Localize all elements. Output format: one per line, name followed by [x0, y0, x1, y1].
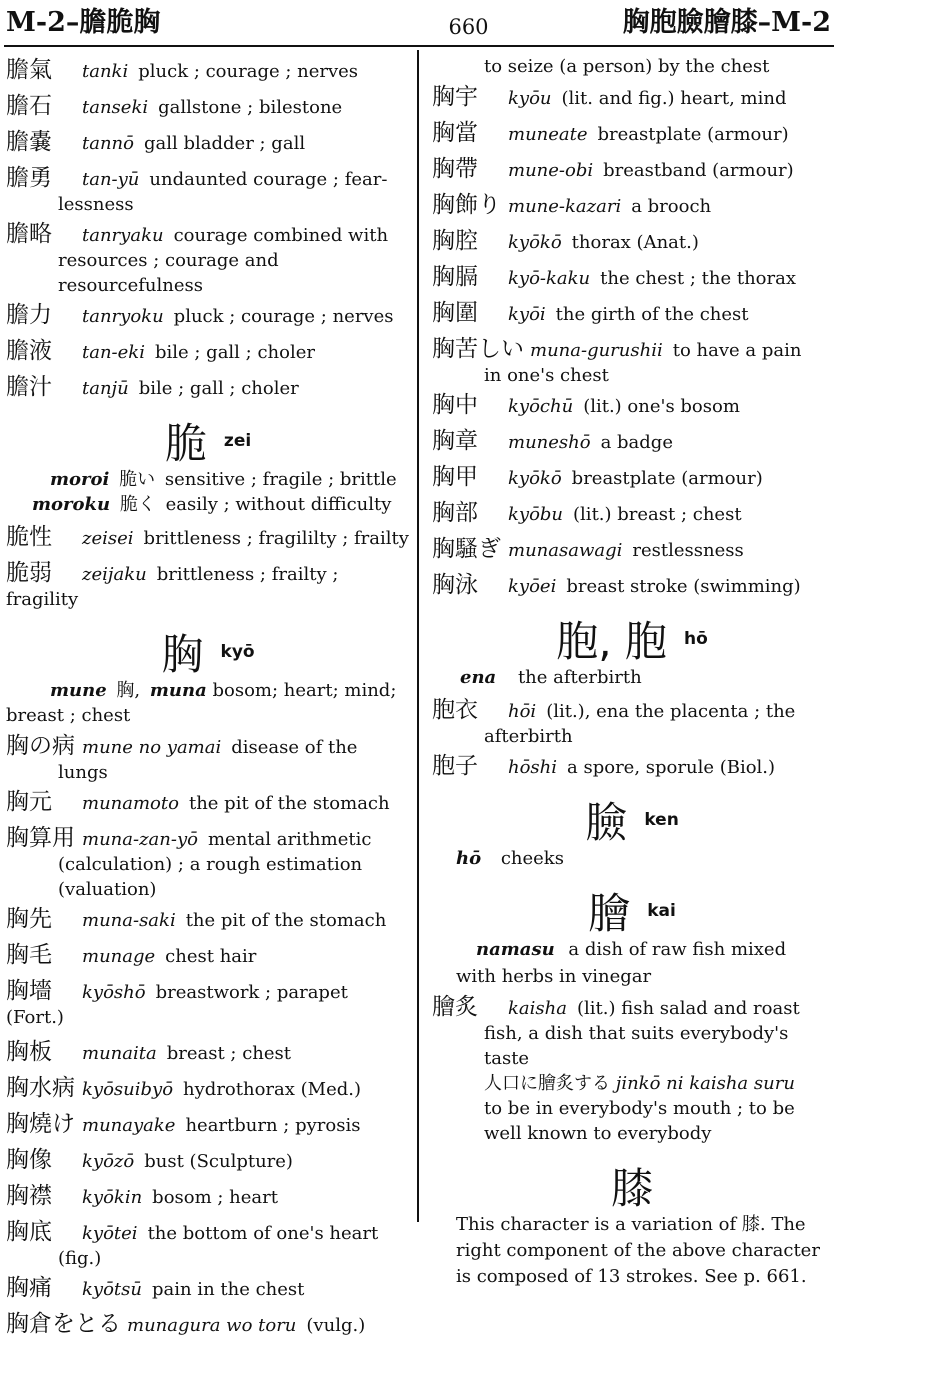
kun-romaji: namasu — [476, 939, 555, 960]
dictionary-entry — [6, 1276, 410, 1302]
romaji: tannō — [82, 133, 134, 154]
headword: 膾炙 — [432, 994, 478, 1020]
definition: (lit.), ena the placenta ; the — [546, 701, 796, 722]
kun-continuation: breast ; chest — [6, 705, 131, 726]
romaji: kyōzō — [82, 1151, 135, 1172]
dictionary-entry — [6, 561, 410, 612]
romaji: tanjū — [82, 378, 129, 399]
dictionary-entry — [432, 429, 832, 455]
definition: gall bladder ; gall — [144, 133, 306, 154]
definition-continuation: in one's chest — [484, 365, 609, 386]
definition: breastwork ; parapet (Fort.) — [6, 982, 348, 1028]
definition: bust (Sculpture) — [144, 1151, 293, 1172]
headword: 胸當 — [432, 120, 478, 146]
headword: 胸騷ぎ — [432, 536, 501, 562]
romaji: muna-saki — [82, 910, 176, 931]
dictionary-entry — [6, 1220, 410, 1271]
definition: a brooch — [631, 196, 712, 217]
kun-definition: the afterbirth — [517, 667, 642, 688]
dictionary-entry — [432, 337, 832, 388]
kun-definition: a dish of raw fish mixed — [568, 939, 787, 960]
definition: breast ; chest — [166, 1043, 292, 1064]
romaji: muna-zan-yō — [82, 829, 198, 850]
definition: breastplate (armour) — [597, 124, 789, 145]
kun-definition: easily ; without difficulty — [165, 494, 392, 515]
dictionary-entry — [6, 1040, 410, 1066]
definition: the girth of the chest — [555, 304, 749, 325]
definition: bosom ; heart — [152, 1187, 278, 1208]
dictionary-entry — [6, 1076, 410, 1102]
header-right-label: 胸胞臉膾膝–M-2 — [622, 7, 831, 38]
dictionary-entry — [6, 130, 410, 156]
romaji: kyōu — [508, 88, 552, 109]
dictionary-entry — [432, 698, 832, 749]
romaji: hōshi — [508, 757, 558, 778]
section-reading: zei — [223, 431, 252, 451]
phrase-line — [432, 1071, 832, 1096]
dictionary-entry — [432, 754, 832, 780]
section-heading-ken — [432, 790, 832, 847]
headword: 胸苦しい — [432, 336, 524, 362]
romaji: munamoto — [82, 793, 179, 814]
headword: 胸腔 — [432, 228, 478, 254]
romaji: mune no yamai — [82, 737, 222, 758]
page-number: 660 — [448, 15, 489, 39]
dictionary-entry — [6, 525, 410, 551]
phrase-japanese: 人口に膾炙する — [484, 1073, 610, 1094]
romaji: kyōbu — [508, 504, 564, 525]
kun-romaji: moroi — [50, 469, 110, 490]
column-divider — [417, 50, 419, 1222]
dictionary-entry — [6, 339, 410, 365]
headword: 胸襟 — [6, 1183, 52, 1209]
dictionary-entry — [432, 573, 832, 599]
headword: 胸元 — [6, 789, 52, 815]
headword: 膽液 — [6, 338, 52, 364]
romaji: tan-yū — [82, 169, 140, 190]
section-kanji: 膝 — [610, 1164, 653, 1213]
dictionary-entry — [432, 393, 832, 419]
romaji: kyōtsū — [82, 1279, 142, 1300]
section-kanji: 膾 — [588, 889, 631, 938]
definition: mental arithmetic — [207, 829, 372, 850]
headword: 膽略 — [6, 221, 52, 247]
dictionary-entry — [432, 265, 832, 291]
definition: gallstone ; bilestone — [158, 97, 343, 118]
kun-reading-line — [432, 665, 832, 690]
section-heading-hiza — [432, 1156, 832, 1213]
definition-continuation: well known to everybody — [484, 1123, 712, 1144]
entry-list-ho — [432, 698, 832, 780]
definition: chest hair — [165, 946, 257, 967]
dictionary-entry — [6, 979, 410, 1030]
definition-continuation: resources ; courage and resourcefulness — [58, 250, 279, 296]
dictionary-entry — [432, 301, 832, 327]
headword: 胸中 — [432, 392, 478, 418]
dictionary-entry — [432, 85, 832, 111]
romaji: kyōkō — [508, 232, 562, 253]
carry-over-line: to seize (a person) by the chest — [484, 56, 770, 77]
section-kanji: 臉 — [585, 798, 628, 847]
definition: breastband (armour) — [603, 160, 794, 181]
romaji: zeisei — [82, 528, 134, 549]
dictionary-entry — [6, 58, 410, 84]
definition: bile ; gall ; choler — [154, 342, 315, 363]
romaji: zeijaku — [82, 564, 147, 585]
definition: brittleness ; fragililty ; frailty — [143, 528, 409, 549]
dictionary-entry — [6, 734, 410, 785]
kun-continuation: with herbs in vinegar — [456, 966, 652, 987]
dictionary-entry — [6, 1148, 410, 1174]
dictionary-entry — [6, 166, 410, 217]
romaji: tanryoku — [82, 306, 164, 327]
romaji: kyōtei — [82, 1223, 138, 1244]
romaji: mune-obi — [508, 160, 594, 181]
dictionary-entry — [6, 907, 410, 933]
definition: pluck ; courage ; nerves — [173, 306, 394, 327]
definition-continuation: lungs — [58, 762, 108, 783]
left-column — [6, 58, 410, 1348]
definition: breast stroke (swimming) — [566, 576, 801, 597]
definition-continuation: afterbirth — [484, 726, 573, 747]
definition: the pit of the stomach — [188, 793, 390, 814]
entry-list-zei — [6, 525, 410, 612]
entry-list-kyo-cont — [432, 85, 832, 599]
dictionary-entry — [6, 1184, 410, 1210]
romaji: kyōshō — [82, 982, 146, 1003]
kun-kana: 胸, — [116, 680, 141, 701]
section-kanji: 脆 — [164, 419, 207, 468]
romaji: muneshō — [508, 432, 591, 453]
definition: hydrothorax (Med.) — [183, 1079, 362, 1100]
dictionary-entry — [6, 1312, 410, 1338]
section-heading-kyo — [6, 622, 410, 679]
romaji: munage — [82, 946, 156, 967]
kun-romaji: mune — [50, 680, 107, 701]
romaji: kyōi — [508, 304, 546, 325]
dictionary-entry — [6, 222, 410, 298]
romaji: kaisha — [508, 998, 567, 1019]
dictionary-entry — [432, 157, 832, 183]
romaji: tan-eki — [82, 342, 145, 363]
section-heading-zei — [6, 411, 410, 468]
definition: (lit. and fig.) heart, mind — [561, 88, 787, 109]
dictionary-entry — [432, 465, 832, 491]
headword: 胸像 — [6, 1147, 52, 1173]
headword: 胸燒け — [6, 1111, 75, 1137]
dictionary-entry — [6, 790, 410, 816]
headword: 胸算用 — [6, 825, 75, 851]
definition-continuation: fish, a dish that suits everybody's taste — [484, 1023, 789, 1069]
phrase-romaji: jinkō ni kaisha suru — [615, 1073, 795, 1094]
definition: thorax (Anat.) — [571, 232, 699, 253]
entry-list-kyo — [6, 734, 410, 1338]
headword: 胸泳 — [432, 572, 478, 598]
kun-reading-line — [432, 846, 832, 871]
definition: the chest ; the thorax — [600, 268, 796, 289]
dictionary-entry — [6, 303, 410, 329]
definition: bile ; gall ; choler — [138, 378, 299, 399]
headword: 胸の病 — [6, 733, 75, 759]
headword: 胸飾り — [432, 192, 501, 218]
kun-kana: 脆く — [119, 494, 156, 515]
headword: 胞子 — [432, 753, 478, 779]
headword: 胸墻 — [6, 978, 52, 1004]
header-left-label: M-2–膽脆胸 — [6, 7, 161, 38]
definition: to have a pain — [672, 340, 802, 361]
headword: 膽力 — [6, 302, 52, 328]
definition: a badge — [600, 432, 673, 453]
definition: (vulg.) — [306, 1315, 366, 1336]
romaji: kyōsuibyō — [82, 1079, 174, 1100]
dictionary-entry — [6, 826, 410, 902]
definition-continuation: to be in everybody's mouth ; to be — [484, 1098, 795, 1119]
romaji: tanki — [82, 61, 129, 82]
right-column — [432, 58, 832, 1290]
definition-continuation: lessness — [58, 194, 134, 215]
headword: 胸帶 — [432, 156, 478, 182]
headword: 胸先 — [6, 906, 52, 932]
headword: 胸圍 — [432, 300, 478, 326]
kun-romaji: muna — [149, 680, 207, 701]
headword: 胸膈 — [432, 264, 478, 290]
romaji: kyōkō — [508, 468, 562, 489]
section-heading-ho — [432, 609, 832, 666]
definition-continuation: (fig.) — [58, 1248, 102, 1269]
definition: disease of the — [231, 737, 358, 758]
romaji: kyō-kaku — [508, 268, 591, 289]
romaji: munasawagi — [508, 540, 623, 561]
headword: 膽汁 — [6, 374, 52, 400]
headword: 胸痛 — [6, 1275, 52, 1301]
headword: 胸板 — [6, 1039, 52, 1065]
kun-romaji: moroku — [32, 494, 111, 515]
romaji: tanseki — [82, 97, 149, 118]
section-heading-kai — [432, 881, 832, 938]
romaji: munaita — [82, 1043, 157, 1064]
headword: 膽氣 — [6, 57, 52, 83]
dictionary-entry — [6, 943, 410, 969]
headword: 膽勇 — [6, 165, 52, 191]
kun-definition: bosom; heart; mind; — [212, 680, 397, 701]
headword: 膽石 — [6, 93, 52, 119]
definition: heartburn ; pyrosis — [185, 1115, 361, 1136]
definition: brittleness ; frailty ; fragility — [6, 564, 339, 610]
dictionary-entry — [6, 1112, 410, 1138]
headword: 胸水病 — [6, 1075, 75, 1101]
headword: 胸毛 — [6, 942, 52, 968]
definition: (lit.) fish salad and roast — [576, 998, 800, 1019]
romaji: tanryaku — [82, 225, 164, 246]
kun-definition: cheeks — [500, 848, 564, 869]
dictionary-entry — [6, 94, 410, 120]
header-rule — [4, 45, 834, 47]
variant-note: This character is a variation of 膝. The right component of the above character is composed of 13 strokes. See p. 661. — [456, 1214, 820, 1287]
dictionary-entry — [432, 229, 832, 255]
headword: 胸倉をとる — [6, 1311, 121, 1337]
kun-kana: 脆い — [119, 469, 156, 490]
headword: 膽嚢 — [6, 129, 52, 155]
definition: (lit.) breast ; chest — [573, 504, 742, 525]
definition: pain in the chest — [151, 1279, 305, 1300]
dictionary-entry — [432, 121, 832, 147]
dictionary-entry — [432, 537, 832, 563]
section-reading: kai — [647, 901, 676, 921]
headword: 胸宇 — [432, 84, 478, 110]
dictionary-entry — [432, 193, 832, 219]
section-kanji: 胞, 胞 — [556, 617, 667, 666]
entry-kaisha — [432, 995, 832, 1146]
section-reading: ken — [644, 810, 679, 830]
romaji: muneate — [508, 124, 588, 145]
kun-reading-line — [6, 492, 410, 517]
kun-romaji: ena — [460, 667, 497, 688]
section-kanji: 胸 — [161, 630, 204, 679]
kun-reading-line — [6, 678, 410, 703]
headword: 胸部 — [432, 500, 478, 526]
romaji: munagura wo toru — [127, 1315, 297, 1336]
definition: restlessness — [632, 540, 744, 561]
romaji: hōi — [508, 701, 537, 722]
section-reading: hō — [684, 629, 708, 649]
kun-definition: sensitive ; fragile ; brittle — [164, 469, 397, 490]
kun-reading-line — [432, 937, 832, 962]
page-header — [0, 0, 937, 46]
definition-continuation: (calculation) ; a rough estimation (valuation) — [58, 854, 363, 900]
definition: (lit.) one's bosom — [583, 396, 740, 417]
kun-reading-line — [6, 467, 410, 492]
dictionary-entry — [432, 501, 832, 527]
section-reading: kyō — [220, 642, 255, 662]
romaji: kyōei — [508, 576, 557, 597]
headword: 脆弱 — [6, 560, 52, 586]
romaji: kyōkin — [82, 1187, 143, 1208]
romaji: kyōchū — [508, 396, 574, 417]
entry-list-tan — [6, 58, 410, 401]
romaji: muna-gurushii — [530, 340, 663, 361]
definition: the bottom of one's heart — [147, 1223, 379, 1244]
dictionary-entry — [6, 375, 410, 401]
definition: a spore, sporule (Biol.) — [567, 757, 776, 778]
headword: 胸章 — [432, 428, 478, 454]
definition: pluck ; courage ; nerves — [138, 61, 359, 82]
definition: the pit of the stomach — [185, 910, 387, 931]
headword: 脆性 — [6, 524, 52, 550]
kun-romaji: hō — [456, 848, 482, 869]
definition: undaunted courage ; fear- — [149, 169, 388, 190]
headword: 胸甲 — [432, 464, 478, 490]
romaji: mune-kazari — [508, 196, 622, 217]
headword: 胸底 — [6, 1219, 52, 1245]
headword: 胞衣 — [432, 697, 478, 723]
definition: breastplate (armour) — [571, 468, 763, 489]
romaji: munayake — [82, 1115, 176, 1136]
definition: courage combined with — [173, 225, 389, 246]
